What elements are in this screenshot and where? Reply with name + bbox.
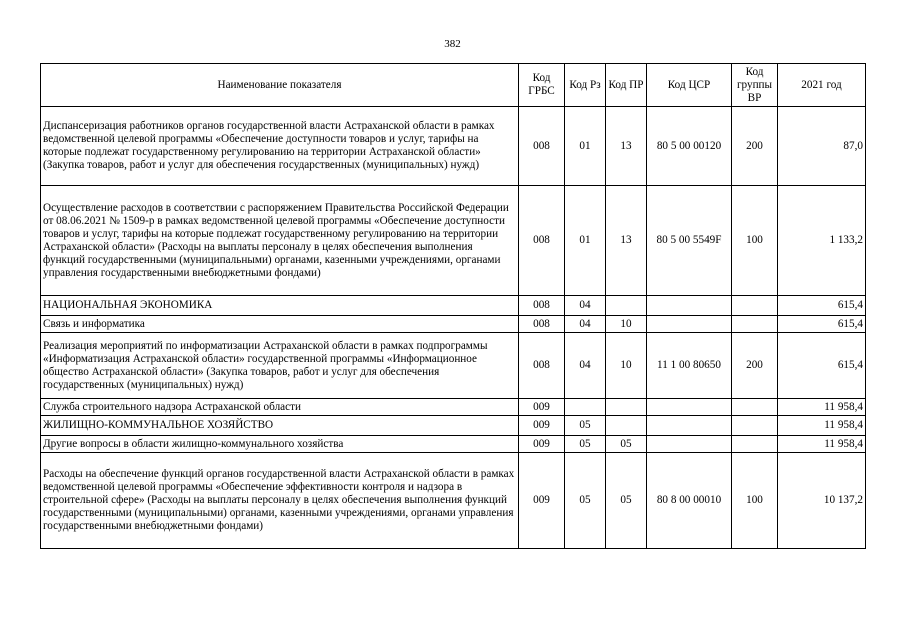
row-name: ЖИЛИЩНО-КОММУНАЛЬНОЕ ХОЗЯЙСТВО [41, 416, 519, 436]
row-amount: 11 958,4 [778, 416, 866, 436]
row-name: Связь и информатика [41, 316, 519, 333]
row-amount: 615,4 [778, 333, 866, 399]
row-rz: 05 [565, 416, 606, 436]
row-grbs: 009 [519, 399, 565, 416]
budget-table [40, 63, 866, 549]
row-amount: 11 958,4 [778, 399, 866, 416]
row-grbs: 008 [519, 316, 565, 333]
row-grbs: 009 [519, 416, 565, 436]
row-name: Диспансеризация работников органов государственной власти Астраханской области в рамках ведомственной целевой программы «Обеспечение доступности товаров и услуг, тарифы на которые подлежат государственному регулированию на территории Астраханской области» (Закупка товаров, работ и услуг для обеспечения государственных (муниципальных) нужд) [41, 107, 519, 186]
row-vr: 200 [732, 333, 778, 399]
row-amount: 10 137,2 [778, 453, 866, 549]
row-csr: 80 8 00 00010 [647, 453, 732, 549]
row-grbs: 009 [519, 453, 565, 549]
row-csr: 11 1 00 80650 [647, 333, 732, 399]
row-csr: 80 5 00 00120 [647, 107, 732, 186]
row-grbs: 008 [519, 107, 565, 186]
table-row [41, 416, 866, 436]
row-name: Другие вопросы в области жилищно-коммунального хозяйства [41, 436, 519, 453]
table-row [41, 453, 866, 549]
row-pr: 10 [606, 316, 647, 333]
row-pr [606, 296, 647, 316]
table-row [41, 333, 866, 399]
row-csr [647, 416, 732, 436]
row-vr: 200 [732, 107, 778, 186]
row-pr: 13 [606, 107, 647, 186]
row-rz: 04 [565, 333, 606, 399]
header-pr: Код ПР [606, 64, 647, 107]
row-vr [732, 416, 778, 436]
row-rz: 04 [565, 296, 606, 316]
row-csr [647, 296, 732, 316]
page-number: 382 [444, 38, 461, 50]
row-pr: 13 [606, 186, 647, 296]
row-grbs: 008 [519, 296, 565, 316]
row-rz: 01 [565, 186, 606, 296]
row-csr [647, 436, 732, 453]
row-vr: 100 [732, 186, 778, 296]
row-rz: 04 [565, 316, 606, 333]
row-name: НАЦИОНАЛЬНАЯ ЭКОНОМИКА [41, 296, 519, 316]
row-rz: 01 [565, 107, 606, 186]
row-pr: 05 [606, 453, 647, 549]
row-vr [732, 296, 778, 316]
row-grbs: 008 [519, 333, 565, 399]
table-row [41, 316, 866, 333]
row-pr [606, 399, 647, 416]
row-amount: 87,0 [778, 107, 866, 186]
row-name: Расходы на обеспечение функций органов государственной власти Астраханской области в рамках ведомственной целевой программы «Обеспечение эффективности контроля и надзора в строительной сфере» (Расходы на выплаты персоналу в целях обеспечения выполнения функций государственными (муниципальными) органами, казенными учреждениями, органами управления государственными внебюджетными фондами) [41, 453, 519, 549]
row-csr [647, 316, 732, 333]
row-rz: 05 [565, 453, 606, 549]
row-vr [732, 316, 778, 333]
header-rz: Код Рз [565, 64, 606, 107]
header-year: 2021 год [778, 64, 866, 107]
row-name: Реализация мероприятий по информатизации Астраханской области в рамках подпрограммы «Информатизация Астраханской области» государственной программы «Информационное общество Астраханской области» (Закупка товаров, работ и услуг для обеспечения государственных (муниципальных) нужд) [41, 333, 519, 399]
table-row [41, 186, 866, 296]
row-amount: 615,4 [778, 316, 866, 333]
table-row [41, 107, 866, 186]
header-csr: Код ЦСР [647, 64, 732, 107]
header-vr: Код группы ВР [732, 64, 778, 107]
row-rz [565, 399, 606, 416]
row-pr: 05 [606, 436, 647, 453]
row-pr: 10 [606, 333, 647, 399]
header-name: Наименование показателя [41, 64, 519, 107]
row-amount: 1 133,2 [778, 186, 866, 296]
row-pr [606, 416, 647, 436]
row-vr: 100 [732, 453, 778, 549]
row-amount: 11 958,4 [778, 436, 866, 453]
table-row [41, 436, 866, 453]
table-row [41, 399, 866, 416]
row-csr [647, 399, 732, 416]
row-amount: 615,4 [778, 296, 866, 316]
row-vr [732, 436, 778, 453]
row-name: Осуществление расходов в соответствии с распоряжением Правительства Российской Федерации от 08.06.2021 № 1509-р в рамках ведомственной целевой программы «Обеспечение доступности товаров и услуг, тарифы на которые подлежат государственному регулированию на территории Астраханской области» (Расходы на выплаты персоналу в целях обеспечения выполнения функций государственными (муниципальными) органами, казенными учреждениями, органами управления государственными внебюджетными фондами) [41, 186, 519, 296]
row-rz: 05 [565, 436, 606, 453]
table-row [41, 296, 866, 316]
row-grbs: 008 [519, 186, 565, 296]
row-vr [732, 399, 778, 416]
header-grbs: Код ГРБС [519, 64, 565, 107]
row-name: Служба строительного надзора Астраханской области [41, 399, 519, 416]
table-header-row [41, 64, 866, 107]
row-csr: 80 5 00 5549F [647, 186, 732, 296]
row-grbs: 009 [519, 436, 565, 453]
